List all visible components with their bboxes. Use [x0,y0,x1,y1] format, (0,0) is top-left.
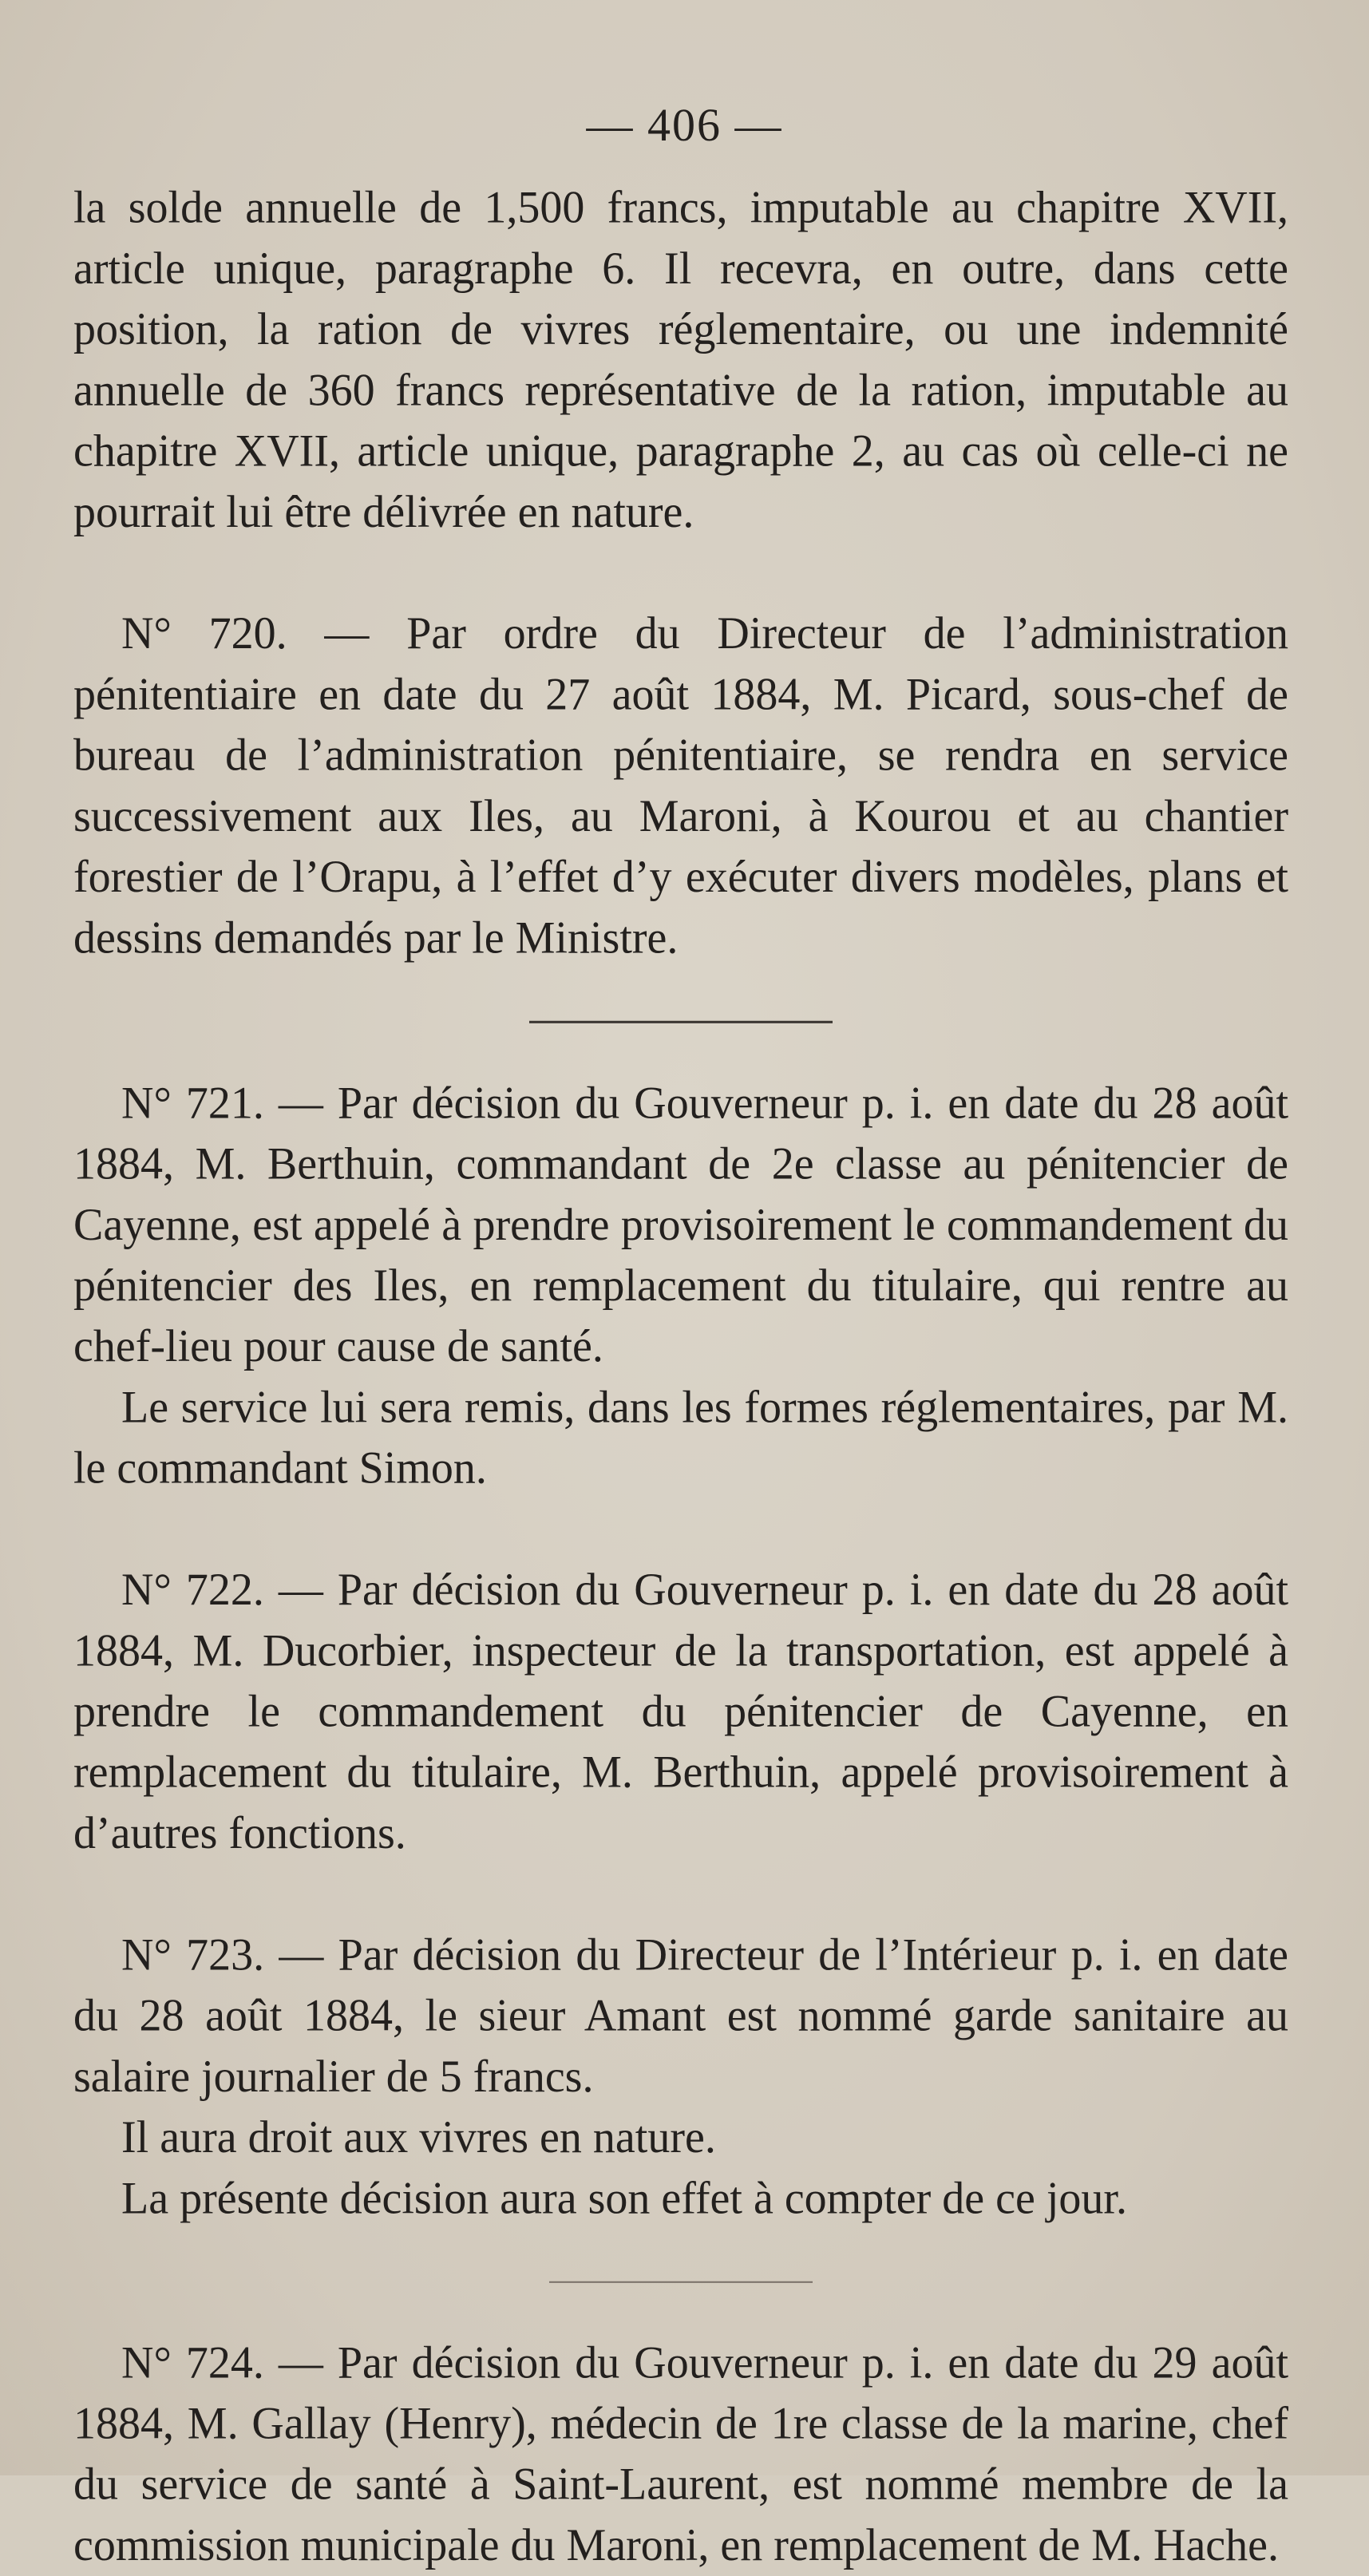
text-body [73,177,1288,2576]
section-divider-faint [549,2281,813,2283]
paragraph-continuation: la solde annuelle de 1,500 francs, imputable au chapitre XVII, article unique, paragraphe 6. Il recevra, en outre, dans cette position, la ration de vivres réglementaire, ou une indemnité annuelle de 360 francs représentative de la ration, imputable au chapitre XVII, article unique, paragraphe 2, au cas où celle-ci ne pourrait lui être délivrée en nature. [73,182,1288,538]
paragraph-723: N° 723. — Par décision du Directeur de l’Intérieur p. i. en date du 28 août 1884, le sieur Amant est nommé garde sanitaire au salaire journalier de 5 francs. [73,1929,1288,2103]
section-divider [529,1021,833,1023]
paragraph-721: N° 721. — Par décision du Gouverneur p. i. en date du 28 août 1884, M. Berthuin, commandant de 2e classe au pénitencier de Cayenne, est appelé à prendre provisoirement le commandement du pénitencier des Iles, en remplacement du titulaire, qui rentre au chef-lieu pour cause de santé. [73,1077,1288,1372]
page-number: — 406 — [586,99,783,151]
paragraph-723-continued: Il aura droit aux vivres en nature. [121,2111,716,2163]
paragraph-722: N° 722. — Par décision du Gouverneur p. i. en date du 28 août 1884, M. Ducorbier, inspecteur de la transportation, est appelé à prendre le commandement du pénitencier de Cayenne, en remplacement du titulaire, M. Berthuin, appelé provisoirement à d’autres fonctions. [73,1564,1288,1859]
paragraph-720: N° 720. — Par ordre du Directeur de l’administration pénitentiaire en date du 27 août 1884, M. Picard, sous-chef de bureau de l’administration pénitentiaire, se rendra en service successivement aux Iles, au Maroni, à Kourou et au chantier forestier de l’Orapu, à l’effet d’y exécuter divers modèles, plans et dessins demandés par le Ministre. [73,607,1288,964]
paragraph-724: N° 724. — Par décision du Gouverneur p. i. en date du 29 août 1884, M. Gallay (Henry), médecin de 1re classe de la marine, chef du service de santé à Saint-Laurent, est nommé membre de la commission municipale du Maroni, en remplacement de M. Hache. [73,2337,1288,2571]
paragraph-723-final: La présente décision aura son effet à compter de ce jour. [121,2172,1127,2224]
paragraph-721-continued: Le service lui sera remis, dans les formes réglementaires, par M. le commandant Simon. [73,1381,1288,1494]
